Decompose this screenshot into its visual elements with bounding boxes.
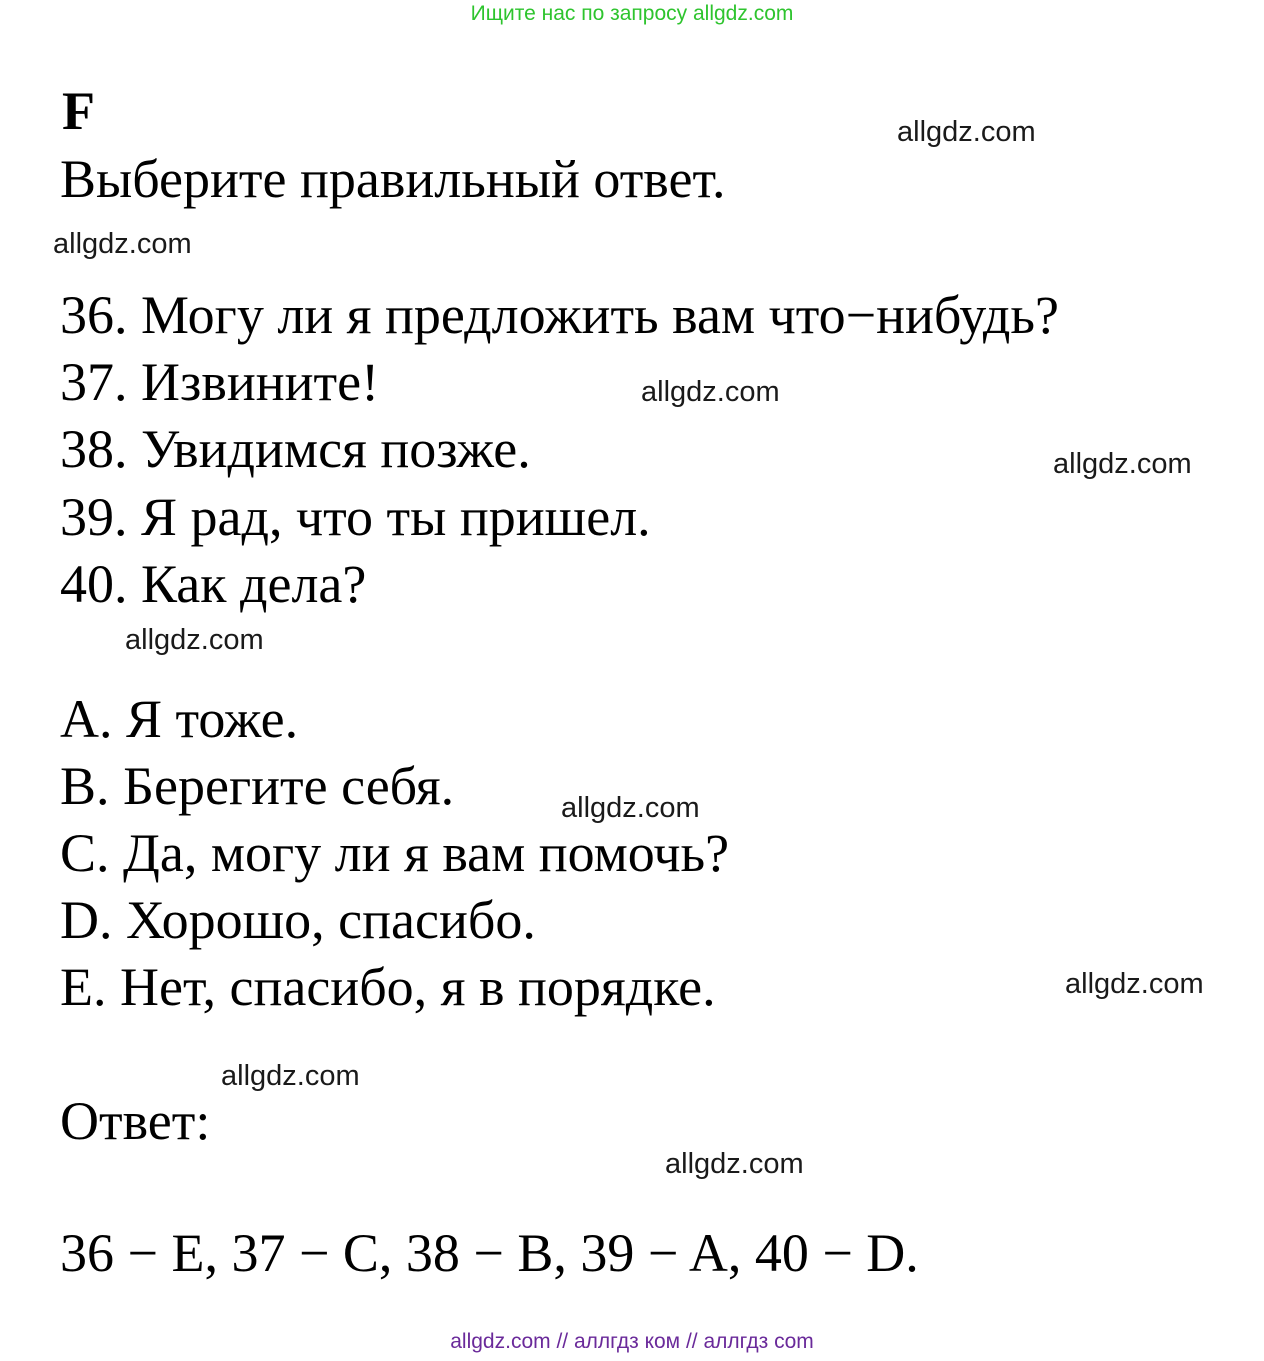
answer-text: 36 − E, 37 − C, 38 − B, 39 − A, 40 − D. [60, 1223, 919, 1283]
watermark: allgdz.com [1065, 968, 1204, 1000]
option-c: C. Да, могу ли я вам помочь? [60, 823, 730, 883]
watermark: allgdz.com [53, 228, 192, 260]
watermark: allgdz.com [897, 116, 1036, 148]
watermark: allgdz.com [641, 376, 780, 408]
watermark: allgdz.com [221, 1060, 360, 1092]
answer-label: Ответ: [60, 1091, 211, 1151]
footer-links: allgdz.com // аллгдз ком // аллгдз com [450, 1330, 814, 1353]
question-37: 37. Извините! [60, 352, 380, 412]
option-a: A. Я тоже. [60, 689, 299, 749]
watermark: allgdz.com [1053, 448, 1192, 480]
watermark: allgdz.com [665, 1148, 804, 1180]
question-40: 40. Как дела? [60, 554, 367, 614]
question-39: 39. Я рад, что ты пришел. [60, 487, 651, 547]
instruction: Выберите правильный ответ. [60, 149, 726, 209]
question-36: 36. Могу ли я предложить вам что−нибудь? [60, 285, 1059, 345]
option-d: D. Хорошо, спасибо. [60, 890, 536, 950]
question-38: 38. Увидимся позже. [60, 419, 531, 479]
watermark: allgdz.com [125, 624, 264, 656]
section-letter: F [62, 81, 95, 141]
option-b: B. Берегите себя. [60, 756, 455, 816]
option-e: E. Нет, спасибо, я в порядке. [60, 957, 716, 1017]
top-banner: Ищите нас по запросу allgdz.com [470, 2, 794, 25]
watermark: allgdz.com [561, 792, 700, 824]
